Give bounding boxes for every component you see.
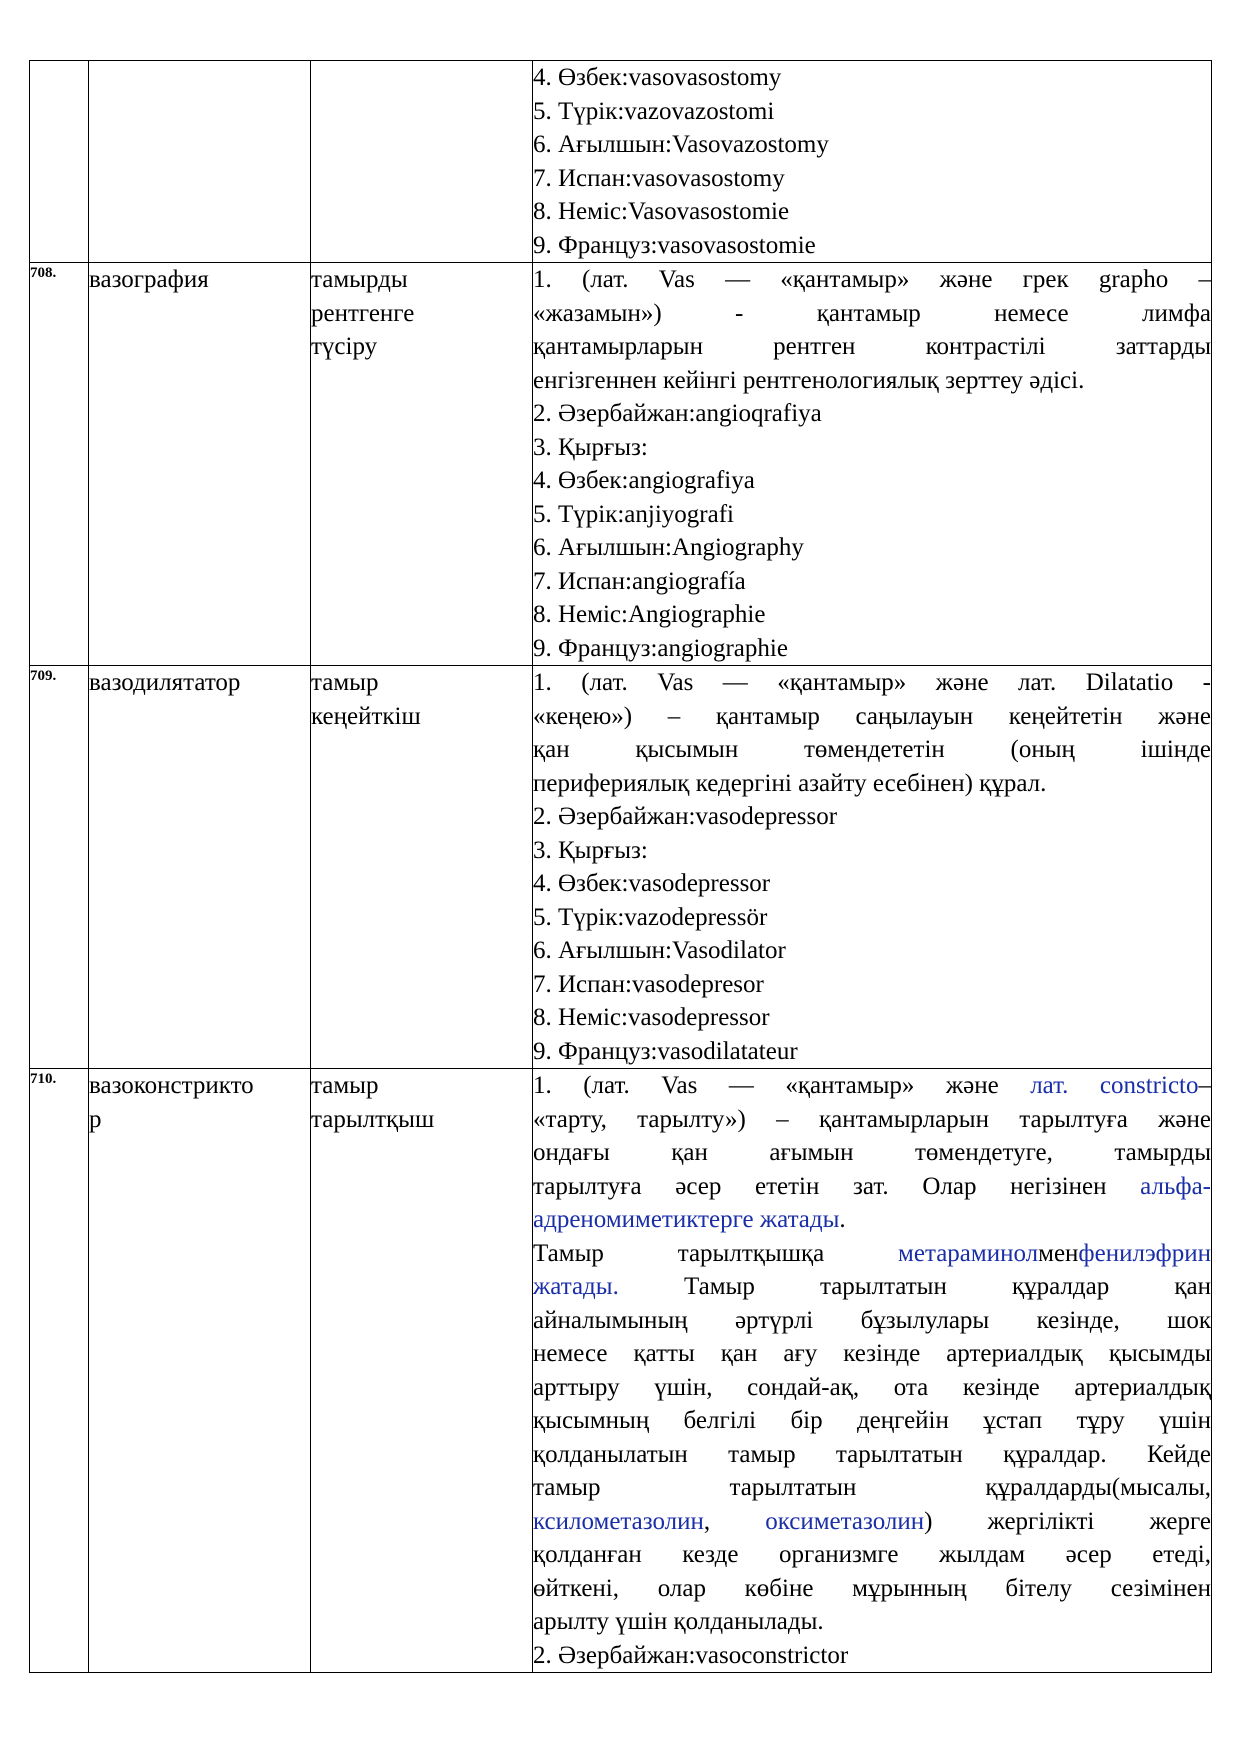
entry-kazakh xyxy=(311,263,533,666)
kazakh-line: кеңейткіш xyxy=(311,702,421,730)
term-link[interactable]: жатады. xyxy=(533,1273,619,1300)
definition-text: мен xyxy=(1038,1239,1079,1267)
translation-line: 5. Түрік:anjiyografi xyxy=(533,500,734,528)
definition-text: тарылтуға әсер ететін зат. Олар негізінен xyxy=(533,1172,1141,1200)
term-link[interactable]: оксиметазолин xyxy=(765,1507,925,1535)
entry-definition xyxy=(533,1069,1212,1673)
definition-line: «кеңею») – қантамыр саңылауын кеңейтетін және xyxy=(533,702,1211,730)
dictionary-table xyxy=(29,60,1212,1673)
kazakh-line: рентгенге xyxy=(311,299,415,327)
entry-kazakh xyxy=(311,61,533,263)
translation-line: 6. Ағылшын:Angiography xyxy=(533,534,804,561)
translation-line: 5. Түрік:vazodepressör xyxy=(533,903,768,931)
term-text: вазоконстрикто xyxy=(89,1072,254,1099)
definition-line: перифериялық кедергіні азайту есебінен) құрал. xyxy=(533,769,1047,797)
definition-line: айналымының әртүрлі бұзылулары кезінде, шок xyxy=(533,1306,1211,1334)
translation-line: 4. Өзбек:vasodepressor xyxy=(533,870,771,897)
kazakh-line: тамыр xyxy=(311,669,379,696)
definition-text: 1. (лат. Vas — «қантамыр» және xyxy=(533,1072,1031,1099)
translation-line: 8. Неміс:vasodepressor xyxy=(533,1004,770,1031)
kazakh-line: түсіру xyxy=(311,333,378,360)
definition-line: 1. (лат. Vas — «қантамыр» және грек grapho – xyxy=(533,266,1211,293)
table-row xyxy=(30,263,1212,666)
entry-term xyxy=(89,61,311,263)
definition-text: – xyxy=(1198,1072,1211,1099)
translation-line: 3. Қырғыз: xyxy=(533,836,648,864)
term-text: р xyxy=(89,1105,102,1133)
translation-line: 4. Өзбек:angiografiya xyxy=(533,467,755,494)
definition-line xyxy=(533,1237,1211,1271)
table-row xyxy=(30,666,1212,1069)
entry-term xyxy=(89,1069,311,1673)
translation-line: 2. Әзербайжан:angioqrafiya xyxy=(533,400,822,427)
entry-term xyxy=(89,666,311,1069)
term-link[interactable]: альфа- xyxy=(1140,1172,1211,1200)
definition-line: арттыру үшін, сондай-ақ, ота кезінде артериалдық xyxy=(533,1373,1211,1401)
definition-line: қантамырларын рентген контрастілі заттарды xyxy=(533,333,1211,360)
definition-text: ) жергілікті жерге xyxy=(924,1507,1212,1535)
kazakh-line: тарылтқыш xyxy=(311,1105,435,1133)
definition-line xyxy=(533,1170,1211,1204)
definition-line: немесе қатты қан ағу кезінде артериалдық қысымды xyxy=(533,1340,1211,1367)
translation-line: 8. Неміс:Angiographie xyxy=(533,601,766,628)
definition-line: енгізгеннен кейінгі рентгенологиялық зерттеу әдісі. xyxy=(533,366,1085,394)
entry-number: 708. xyxy=(30,263,89,666)
table-row xyxy=(30,61,1212,263)
term-text: вазография xyxy=(89,266,209,293)
definition-line: «тарту, тарылту») – қантамырларын тарылтуға және xyxy=(533,1105,1211,1133)
definition-line: қолданылатын тамыр тарылтатын құралдар. Кейде xyxy=(533,1440,1211,1468)
entry-definition xyxy=(533,666,1212,1069)
definition-line: қолданған кезде организмге жылдам әсер етеді, xyxy=(533,1541,1211,1568)
entry-number xyxy=(30,61,89,263)
term-link[interactable]: адреномиметиктерге жатады xyxy=(533,1206,840,1233)
term-link[interactable]: лат. constricto xyxy=(1030,1072,1199,1099)
term-link[interactable]: фенилэфрин xyxy=(1078,1239,1211,1267)
translation-line: 7. Испан:vasovasostomy xyxy=(533,164,785,192)
translation-line: 4. Өзбек:vasovasostomy xyxy=(533,64,782,91)
entry-number: 710. xyxy=(30,1069,89,1673)
translation-line: 6. Ағылшын:Vasovazostomy xyxy=(533,131,829,158)
table-row xyxy=(30,1069,1212,1673)
definition-line xyxy=(533,1505,1211,1539)
translation-line: 7. Испан:angiografía xyxy=(533,567,746,595)
term-link[interactable]: метараминол xyxy=(898,1239,1039,1267)
entry-term xyxy=(89,263,311,666)
definition-line: «жазамын») - қантамыр немесе лимфа xyxy=(533,299,1211,327)
definition-line xyxy=(533,1270,1211,1304)
translation-line: 2. Әзербайжан:vasoconstrictor xyxy=(533,1641,849,1669)
definition-line: ондағы қан ағымын төмендетуге, тамырды xyxy=(533,1139,1211,1166)
entry-number: 709. xyxy=(30,666,89,1069)
entry-kazakh xyxy=(311,666,533,1069)
translation-line: 8. Неміс:Vasovasostomie xyxy=(533,198,790,225)
definition-line: тамыр тарылтатын құралдарды(мысалы, xyxy=(533,1474,1211,1501)
definition-text: Тамыр тарылтатын құралдар қан xyxy=(618,1273,1211,1300)
kazakh-line: тамырды xyxy=(311,266,408,293)
definition-text: Тамыр тарылтқышқа xyxy=(533,1239,899,1267)
term-link[interactable]: ксилометазолин xyxy=(533,1507,704,1535)
translation-line: 6. Ағылшын:Vasodilator xyxy=(533,937,786,964)
entry-kazakh xyxy=(311,1069,533,1673)
translation-line: 9. Француз:angiographie xyxy=(533,634,788,662)
definition-line: қан қысымын төмендететін (оның ішінде xyxy=(533,736,1211,763)
translation-line: 2. Әзербайжан:vasodepressor xyxy=(533,803,838,830)
definition-line xyxy=(533,1203,1211,1237)
translation-line: 5. Түрік:vazovazostomi xyxy=(533,97,775,125)
definition-line: өйткені, олар көбіне мұрынның бітелу сезімінен xyxy=(533,1574,1211,1602)
definition-line: 1. (лат. Vas — «қантамыр» және лат. Dilatatio - xyxy=(533,669,1211,696)
translation-line: 7. Испан:vasodepresor xyxy=(533,970,764,998)
kazakh-line: тамыр xyxy=(311,1072,379,1099)
entry-definition xyxy=(533,61,1212,263)
translation-line: 3. Қырғыз: xyxy=(533,433,648,461)
translation-line: 9. Француз:vasodilatateur xyxy=(533,1037,798,1065)
definition-text: . xyxy=(839,1206,846,1233)
translation-line: 9. Француз:vasovasostomie xyxy=(533,231,816,259)
definition-line xyxy=(533,1069,1211,1103)
term-text: вазодилятатор xyxy=(89,669,241,696)
definition-text: , xyxy=(703,1507,766,1535)
definition-line: арылту үшін қолданылады. xyxy=(533,1608,824,1635)
definition-line: қысымның белгілі бір деңгейін ұстап тұру үшін xyxy=(533,1407,1211,1434)
entry-definition xyxy=(533,263,1212,666)
